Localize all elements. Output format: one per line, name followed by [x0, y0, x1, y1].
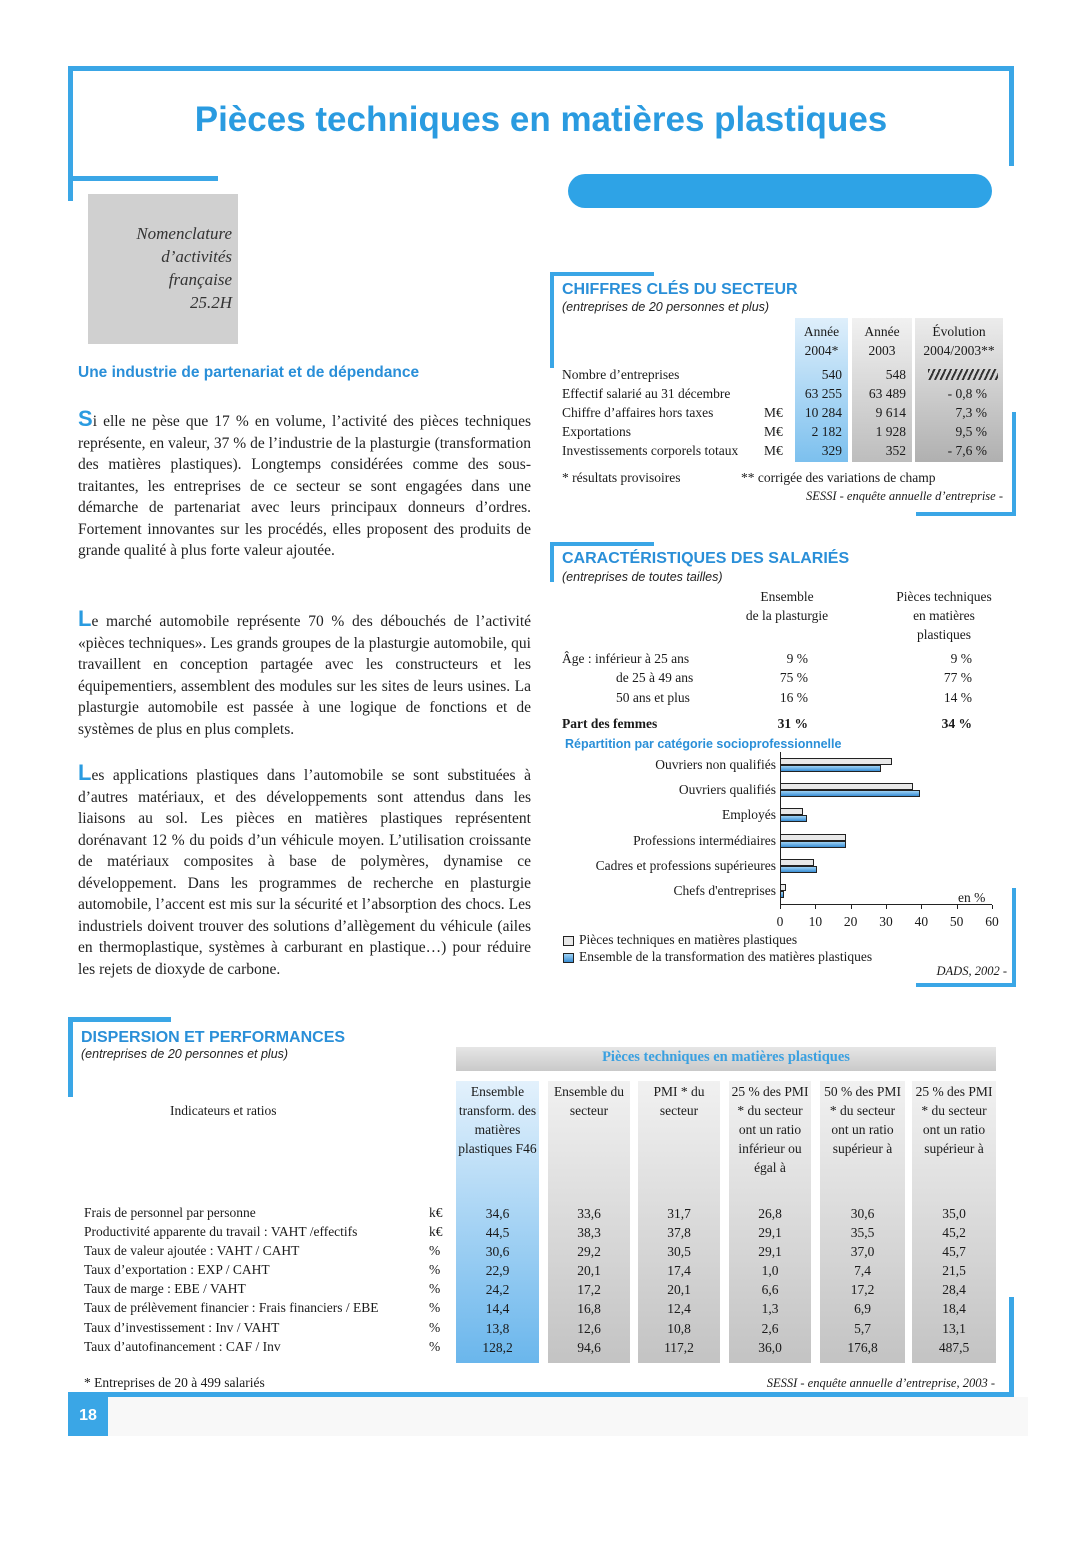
disp-source: SESSI - enquête annuelle d’entreprise, 2003 -	[766, 1376, 995, 1390]
disp-banner: Pièces techniques en matières plastiques	[602, 1049, 850, 1065]
paragraph-2-text: e marché automobile représente 70 % des débouchés de l’activité «pièces techniques». Les grands groupes de la plasturgie automobile, qui travaillent en conception partagée avec les constructeurs et les équipementiers, assemblent des modules sur les sites de leurs usines. La plasturgie automobile est passée à une logique de fonctions et de systèmes de plus en plus complets.	[78, 613, 531, 738]
chart-x-tick	[851, 905, 852, 909]
chart-x-tick-label: 40	[914, 914, 929, 929]
emp-row-label: 50 ans et plus	[616, 690, 690, 705]
emp-frame-top	[550, 542, 654, 546]
naf-code: 25.2H	[189, 293, 232, 312]
kf-header-2003-l2: 2003	[868, 343, 896, 358]
kf-source: SESSI - enquête annuelle d’entreprise -	[805, 489, 1003, 503]
disp-row-label: Frais de personnel par personne	[84, 1205, 256, 1220]
disp-cell: 94,6	[577, 1340, 601, 1355]
disp-cell: 13,8	[485, 1321, 510, 1336]
disp-cell: 20,1	[667, 1282, 691, 1297]
kf-row-evol: - 0,8 %	[947, 386, 987, 401]
key-figures-subtitle: (entreprises de 20 personnes et plus)	[562, 300, 770, 314]
disp-subtitle: (entreprises de 20 personnes et plus)	[81, 1047, 289, 1061]
disp-row-unit: %	[429, 1262, 441, 1277]
kf-row-value-2003: 1 928	[875, 424, 906, 439]
chart-x-tick-label: 10	[808, 914, 823, 929]
chart-bar-ensemble	[780, 790, 920, 797]
disp-cell: 36,0	[758, 1340, 782, 1355]
disp-row-unit: %	[429, 1320, 441, 1335]
disp-cell: 31,7	[667, 1206, 691, 1221]
disp-cell: 30,6	[485, 1244, 510, 1259]
kf-row-value-2003: 63 489	[868, 386, 906, 401]
kf-header-evol-l1: Évolution	[932, 324, 986, 339]
kf-note1: * résultats provisoires	[562, 470, 681, 485]
chart-bar-pieces	[780, 758, 892, 765]
kf-row-value-2004: 2 182	[811, 424, 842, 439]
disp-cell: 1,3	[761, 1301, 779, 1316]
kf-row-evol: 9,5 %	[955, 424, 987, 439]
disp-row-unit: %	[429, 1243, 441, 1258]
kf-header-evol-l2: 2004/2003**	[923, 343, 995, 358]
chart-bar-pieces	[780, 859, 814, 866]
kf-hatch	[928, 369, 998, 380]
disp-cell: 7,4	[854, 1263, 871, 1278]
disp-cell: 26,8	[758, 1206, 782, 1221]
disp-cell: 30,5	[667, 1244, 691, 1259]
chart-x-tick-label: 0	[776, 914, 784, 929]
kf-row-label: Nombre d’entreprises	[562, 367, 680, 382]
disp-cell: 17,2	[850, 1282, 875, 1297]
disp-row-label: Taux de valeur ajoutée : VAHT / CAHT	[84, 1243, 300, 1258]
disp-cell: 17,4	[667, 1263, 691, 1278]
emp-subtitle: (entreprises de toutes tailles)	[562, 570, 723, 584]
disp-cell: 35,0	[942, 1206, 966, 1221]
disp-col-header: Ensemble transform. des matières plastiques F46	[458, 1084, 537, 1156]
chart-bar-ensemble	[780, 765, 881, 772]
disp-cell: 28,4	[942, 1282, 966, 1297]
chart-x-tick	[886, 905, 887, 909]
disp-cell: 33,6	[577, 1206, 601, 1221]
emp-row-value: 9 %	[786, 651, 808, 666]
disp-frame-top	[68, 1017, 171, 1022]
disp-cell: 37,8	[667, 1225, 691, 1240]
key-figures-title: CHIFFRES CLÉS DU SECTEUR	[562, 281, 798, 298]
footer-band	[108, 1397, 1028, 1436]
disp-row-unit: %	[429, 1281, 441, 1296]
kf-row-value-2004: 540	[821, 367, 842, 382]
disp-cell: 37,0	[850, 1244, 875, 1259]
kf-header-2004-l2: 2004*	[804, 343, 839, 358]
kf-row-label: Effectif salarié au 31 décembre	[562, 386, 731, 401]
chart-y-axis	[780, 752, 781, 904]
disp-cell: 2,6	[761, 1321, 779, 1336]
legend-swatch-gray	[563, 936, 574, 946]
emp-col2-l3: plastiques	[917, 627, 971, 642]
kf-header-2004-l1: Année	[803, 324, 840, 339]
disp-cell: 45,2	[942, 1225, 966, 1240]
chart-category-label: Ouvriers qualifiés	[678, 782, 776, 797]
intro-paragraph-2	[78, 608, 531, 740]
paragraph-1-text: i elle ne pèse que 17 % en volume, l’activité des pièces techniques représente, en valeur, 37 % de l’industrie de la plasturgie (transformation des matières plastiques). Longtemps considérées comme des sous-traitantes, les entreprises de ce secteur se sont engagées dans une démarche de partenariat avec leurs principaux donneurs d’ordres. Fortement innovantes sur les procédés, elles proposent des produits de grande qualité à plus forte valeur ajoutée.	[78, 413, 531, 559]
chart-bar-pieces	[780, 783, 913, 790]
dropcap-1: S	[78, 406, 93, 431]
legend-swatch-blue	[563, 953, 574, 963]
disp-cell: 29,1	[758, 1225, 782, 1240]
kf-row-label: Investissements corporels totaux	[562, 443, 739, 458]
disp-row-label: Productivité apparente du travail : VAHT /effectifs	[84, 1224, 358, 1239]
chart-x-tick	[921, 905, 922, 909]
disp-frame-left	[68, 1017, 73, 1097]
kf-row-value-2004: 10 284	[804, 405, 842, 420]
emp-women-label: Part des femmes	[562, 716, 658, 731]
disp-row-unit: %	[429, 1339, 441, 1354]
chart-category-label: Chefs d'entreprises	[673, 883, 776, 898]
legend-label-2: Ensemble de la transformation des matières plastiques	[579, 949, 873, 964]
chart-bar-pieces	[780, 808, 803, 815]
emp-women-b: 34 %	[941, 716, 972, 731]
disp-cell: 24,2	[485, 1282, 510, 1297]
kf-row-unit: M€	[764, 405, 783, 420]
disp-cell: 16,8	[577, 1301, 601, 1316]
disp-row-unit: k€	[429, 1205, 443, 1220]
frame-left-mid	[68, 176, 218, 181]
kf-row-value-2003: 548	[885, 367, 906, 382]
disp-cell: 38,3	[577, 1225, 601, 1240]
kf-row-label: Exportations	[562, 424, 631, 439]
kf-row-evol: 7,3 %	[955, 405, 987, 420]
disp-row-label: Taux d’investissement : Inv / VAHT	[84, 1320, 280, 1335]
page-number: 18	[79, 1407, 97, 1424]
disp-cell: 12,4	[667, 1301, 691, 1316]
kf-row-unit: M€	[764, 443, 783, 458]
kf-row-value-2003: 352	[885, 443, 906, 458]
emp-row-value: 9 %	[950, 651, 972, 666]
frame-left-col	[68, 176, 73, 201]
disp-cell: 17,2	[577, 1282, 601, 1297]
emp-title: CARACTÉRISTIQUES DES SALARIÉS	[562, 550, 850, 567]
disp-frame-right	[1009, 1297, 1014, 1395]
disp-row-unit: k€	[429, 1224, 443, 1239]
disp-title: DISPERSION ET PERFORMANCES	[81, 1029, 346, 1046]
chart-bar-ensemble	[780, 815, 807, 822]
chart-x-tick-label: 60	[985, 914, 999, 929]
chart-x-tick-label: 30	[879, 914, 893, 929]
emp-col2-l1: Pièces techniques	[896, 589, 992, 604]
emp-col1-header	[722, 587, 852, 625]
chart-x-tick-label: 20	[843, 914, 858, 929]
intro-heading: Une industrie de partenariat et de dépendance	[78, 364, 420, 381]
chart-unit: en %	[958, 890, 986, 905]
emp-row-value: 75 %	[779, 670, 808, 685]
disp-col-header: 25 % des PMI * du secteur ont un ratio supérieur à	[915, 1084, 993, 1156]
disp-cell: 18,4	[942, 1301, 966, 1316]
chart-x-tick	[815, 905, 816, 909]
disp-cell: 29,1	[758, 1244, 782, 1259]
emp-row-value: 14 %	[943, 690, 972, 705]
disp-cell: 6,6	[761, 1282, 779, 1297]
emp-col2-header	[876, 587, 1012, 644]
kf-header-2004	[795, 322, 848, 360]
emp-row-value: 77 %	[943, 670, 972, 685]
disp-cell: 14,4	[485, 1301, 510, 1316]
dropcap-2: L	[78, 606, 92, 631]
naf-text	[96, 222, 232, 314]
chart-bar-ensemble	[780, 841, 846, 848]
intro-paragraph-1	[78, 408, 531, 562]
key-figures-frame-top	[550, 272, 654, 276]
disp-cell: 10,8	[667, 1321, 691, 1336]
chart-bar-ensemble	[780, 891, 784, 898]
disp-row-unit: %	[429, 1300, 441, 1315]
key-figures-frame-bottom	[916, 512, 1016, 516]
kf-row-unit: M€	[764, 424, 783, 439]
chart-bar-ensemble	[780, 866, 817, 873]
emp-women-a: 31 %	[777, 716, 808, 731]
disp-row-label: Taux d’autofinancement : CAF / Inv	[84, 1339, 281, 1354]
disp-row-label: Taux d’exportation : EXP / CAHT	[84, 1262, 270, 1277]
disp-cell: 21,5	[942, 1263, 966, 1278]
emp-frame-left	[550, 542, 554, 582]
disp-cell: 176,8	[847, 1340, 878, 1355]
disp-cell: 128,2	[482, 1340, 513, 1355]
kf-row-label: Chiffre d’affaires hors taxes	[562, 405, 714, 420]
emp-col1-l2: de la plasturgie	[745, 608, 829, 623]
chart-x-tick	[992, 905, 993, 909]
disp-indicators-header: Indicateurs et ratios	[170, 1103, 277, 1118]
page-title: Pièces techniques en matières plastiques	[194, 100, 888, 139]
intro-paragraph-3	[78, 762, 531, 980]
chart-category-label: Professions intermédiaires	[633, 833, 776, 848]
disp-col-header: 50 % des PMI * du secteur ont un ratio supérieur à	[824, 1084, 901, 1156]
chart-bar-pieces	[780, 884, 786, 891]
emp-row-label: Âge : inférieur à 25 ans	[562, 651, 690, 666]
disp-cell: 1,0	[761, 1263, 779, 1278]
disp-cell: 22,9	[485, 1263, 510, 1278]
chart-category-label: Ouvriers non qualifiés	[655, 757, 776, 772]
disp-cell: 30,6	[850, 1206, 875, 1221]
disp-cell: 29,2	[577, 1244, 601, 1259]
paragraph-3-text: es applications plastiques dans l’automobile se sont substituées à d’autres matériaux, et des développements sont attendus dans les liaisons au sol. Les pièces en matières plastiques représentent dorénavant 12 % du poids d’un véhicule moyen. L’utilisation croissante de matériaux composites à base de polymères, dynamise ce développement. Dans les programmes de recherche en plasturgie automobile, l’accent est mis sur la sécurité et l’absorption des chocs. Les industriels doivent trouver des solutions d’allègement du véhicule (ailes en thermoplastique, systèmes à carburant en plastique…) pour réduire les rejets de dioxyde de carbone.	[78, 767, 531, 978]
disp-cell: 6,9	[854, 1301, 871, 1316]
emp-frame-bottom	[916, 983, 1016, 987]
kf-row-value-2004: 63 255	[804, 386, 842, 401]
disp-col-header: Ensemble du secteur	[553, 1084, 625, 1118]
kf-row-value-2004: 329	[821, 443, 842, 458]
key-figures-frame-left	[550, 272, 554, 368]
kf-row-value-2003: 9 614	[875, 405, 906, 420]
emp-source: DADS, 2002 -	[936, 964, 1007, 978]
naf-line2: d’activités	[161, 247, 232, 266]
disp-footnote: * Entreprises de 20 à 499 salariés	[84, 1375, 265, 1390]
chart-category-label: Cadres et professions supérieures	[595, 858, 776, 873]
chart-x-tick-label: 50	[949, 914, 964, 929]
emp-col1-l1: Ensemble	[760, 589, 814, 604]
emp-row-value: 16 %	[779, 690, 808, 705]
emp-chart-heading: Répartition par catégorie socioprofessionnelle	[565, 737, 842, 751]
disp-row-label: Taux de marge : EBE / VAHT	[84, 1281, 246, 1296]
disp-cell: 20,1	[577, 1263, 601, 1278]
emp-frame-right	[1012, 888, 1016, 986]
disp-cell: 117,2	[664, 1340, 694, 1355]
blue-pill	[568, 174, 992, 208]
dropcap-3: L	[78, 760, 92, 785]
disp-cell: 5,7	[854, 1321, 871, 1336]
key-figures-frame-right	[1012, 412, 1016, 516]
disp-cell: 45,7	[942, 1244, 966, 1259]
frame-top	[68, 66, 1014, 71]
disp-cell: 44,5	[485, 1225, 510, 1240]
naf-line1: Nomenclature	[136, 224, 232, 243]
chart-bar-pieces	[780, 834, 846, 841]
disp-col-header: PMI * du secteur	[653, 1084, 705, 1118]
naf-line3: française	[168, 270, 232, 289]
emp-row-label: de 25 à 49 ans	[616, 670, 694, 685]
kf-header-2003-l1: Année	[864, 324, 900, 339]
disp-cell: 13,1	[942, 1321, 966, 1336]
kf-header-2003	[852, 322, 912, 360]
chart-x-tick	[780, 905, 781, 909]
disp-cell: 487,5	[938, 1340, 970, 1355]
disp-cell: 34,6	[485, 1206, 510, 1221]
kf-header-evol	[912, 322, 1006, 360]
chart-category-label: Employés	[722, 807, 776, 822]
disp-row-label: Taux de prélèvement financier : Frais financiers / EBE	[84, 1300, 379, 1315]
disp-cell: 12,6	[577, 1321, 601, 1336]
legend-label-1: Pièces techniques en matières plastiques	[579, 932, 798, 947]
kf-note2: ** corrigée des variations de champ	[741, 470, 936, 485]
disp-col-header: 25 % des PMI * du secteur ont un ratio inférieur ou égal à	[731, 1084, 809, 1175]
emp-col2-l2: en matières	[913, 608, 975, 623]
disp-cell: 35,5	[850, 1225, 875, 1240]
kf-row-evol: - 7,6 %	[947, 443, 987, 458]
